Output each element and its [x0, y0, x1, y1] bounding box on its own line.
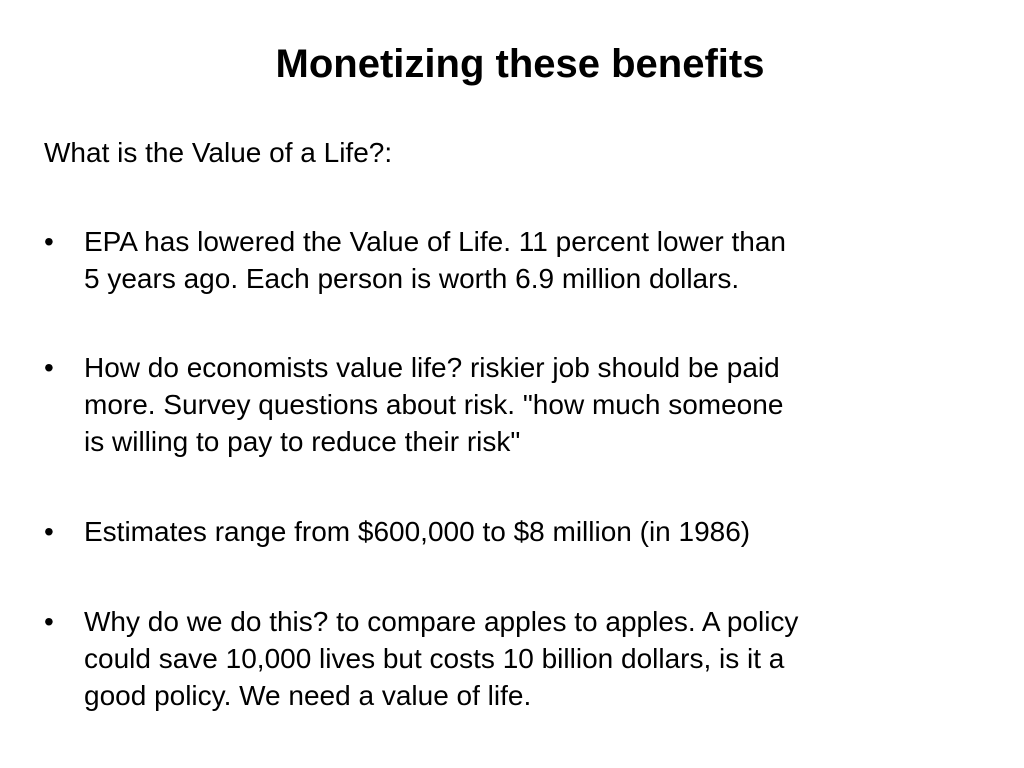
bullet-text: EPA has lowered the Value of Life. 11 percent lower than 5 years ago. Each person is worth 6.9 million dollars.	[84, 226, 786, 294]
bullet-item	[44, 349, 974, 460]
bullet-item	[44, 513, 974, 550]
bullet-marker: •	[44, 606, 54, 637]
bullet-marker: •	[44, 352, 54, 383]
bullet-text: How do economists value life? riskier job should be paid more. Survey questions about risk. "how much someone is willing to pay to reduce their risk"	[84, 352, 784, 457]
bullet-marker: •	[44, 516, 54, 547]
slide-title: Monetizing these benefits	[275, 42, 765, 86]
bullet-text: Estimates range from $600,000 to $8 million (in 1986)	[84, 516, 751, 547]
bullet-item	[44, 603, 974, 714]
bullet-item	[44, 223, 974, 297]
bullet-text: Why do we do this? to compare apples to apples. A policy could save 10,000 lives but costs 10 billion dollars, is it a good policy. We need a value of life.	[84, 606, 799, 711]
intro-question: What is the Value of a Life?:	[44, 137, 393, 168]
bullet-marker: •	[44, 226, 54, 257]
